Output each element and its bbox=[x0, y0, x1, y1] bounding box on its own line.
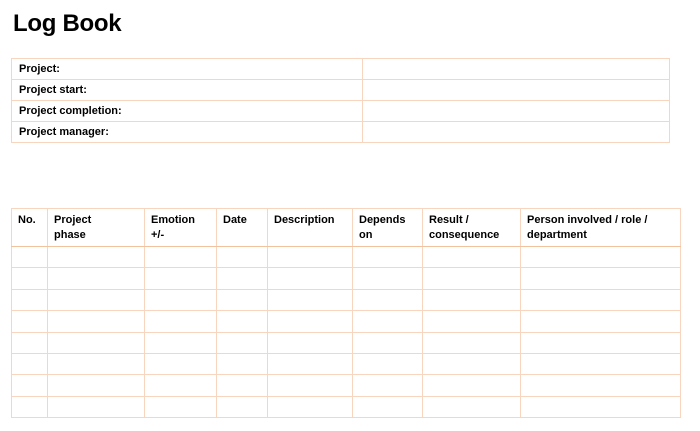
log-cell[interactable] bbox=[48, 375, 145, 396]
info-value-cell[interactable] bbox=[363, 122, 670, 143]
log-cell[interactable] bbox=[268, 375, 353, 396]
page-title: Log Book bbox=[13, 10, 122, 37]
info-value-cell[interactable] bbox=[363, 59, 670, 80]
log-cell[interactable] bbox=[48, 268, 145, 289]
log-cell[interactable] bbox=[521, 268, 681, 289]
info-label: Project: bbox=[12, 59, 363, 80]
info-value-cell[interactable] bbox=[363, 101, 670, 122]
log-cell[interactable] bbox=[12, 332, 48, 353]
log-cell[interactable] bbox=[12, 353, 48, 374]
column-header-4: Description bbox=[268, 209, 353, 247]
log-entries-table bbox=[11, 208, 681, 418]
log-cell[interactable] bbox=[423, 247, 521, 268]
log-cell[interactable] bbox=[217, 375, 268, 396]
log-cell[interactable] bbox=[48, 289, 145, 310]
log-cell[interactable] bbox=[145, 396, 217, 417]
log-cell[interactable] bbox=[521, 332, 681, 353]
log-cell[interactable] bbox=[217, 311, 268, 332]
log-row-2 bbox=[12, 289, 681, 310]
column-header-6: Result / consequence bbox=[423, 209, 521, 247]
log-row-7 bbox=[12, 396, 681, 417]
log-cell[interactable] bbox=[145, 375, 217, 396]
log-cell[interactable] bbox=[353, 332, 423, 353]
log-cell[interactable] bbox=[353, 375, 423, 396]
column-header-0: No. bbox=[12, 209, 48, 247]
log-cell[interactable] bbox=[217, 332, 268, 353]
column-header-3: Date bbox=[217, 209, 268, 247]
log-cell[interactable] bbox=[268, 311, 353, 332]
log-cell[interactable] bbox=[423, 268, 521, 289]
log-cell[interactable] bbox=[268, 247, 353, 268]
log-cell[interactable] bbox=[12, 289, 48, 310]
log-cell[interactable] bbox=[145, 268, 217, 289]
log-cell[interactable] bbox=[48, 247, 145, 268]
log-table-body bbox=[12, 247, 681, 418]
log-row-3 bbox=[12, 311, 681, 332]
log-table-header bbox=[12, 209, 681, 247]
project-info-table bbox=[11, 58, 670, 143]
log-cell[interactable] bbox=[145, 353, 217, 374]
info-label: Project completion: bbox=[12, 101, 363, 122]
log-cell[interactable] bbox=[217, 247, 268, 268]
log-cell[interactable] bbox=[12, 396, 48, 417]
log-cell[interactable] bbox=[145, 247, 217, 268]
log-cell[interactable] bbox=[423, 311, 521, 332]
info-label: Project start: bbox=[12, 80, 363, 101]
info-value-cell[interactable] bbox=[363, 80, 670, 101]
info-row-0 bbox=[12, 59, 670, 80]
log-cell[interactable] bbox=[268, 332, 353, 353]
log-cell[interactable] bbox=[12, 311, 48, 332]
log-cell[interactable] bbox=[423, 396, 521, 417]
log-cell[interactable] bbox=[12, 375, 48, 396]
log-header-row bbox=[12, 209, 681, 247]
log-cell[interactable] bbox=[217, 289, 268, 310]
info-row-3 bbox=[12, 122, 670, 143]
column-header-2: Emotion +/- bbox=[145, 209, 217, 247]
info-label: Project manager: bbox=[12, 122, 363, 143]
column-header-5: Depends on bbox=[353, 209, 423, 247]
log-cell[interactable] bbox=[521, 311, 681, 332]
log-cell[interactable] bbox=[145, 289, 217, 310]
log-cell[interactable] bbox=[353, 396, 423, 417]
log-cell[interactable] bbox=[145, 311, 217, 332]
log-row-6 bbox=[12, 375, 681, 396]
log-cell[interactable] bbox=[353, 247, 423, 268]
log-cell[interactable] bbox=[423, 353, 521, 374]
log-cell[interactable] bbox=[48, 353, 145, 374]
log-cell[interactable] bbox=[521, 289, 681, 310]
log-cell[interactable] bbox=[353, 311, 423, 332]
log-row-0 bbox=[12, 247, 681, 268]
log-cell[interactable] bbox=[48, 396, 145, 417]
log-cell[interactable] bbox=[423, 289, 521, 310]
log-cell[interactable] bbox=[48, 332, 145, 353]
project-info-body bbox=[12, 59, 670, 143]
log-cell[interactable] bbox=[521, 353, 681, 374]
info-row-2 bbox=[12, 101, 670, 122]
log-cell[interactable] bbox=[521, 247, 681, 268]
info-row-1 bbox=[12, 80, 670, 101]
log-cell[interactable] bbox=[48, 311, 145, 332]
log-cell[interactable] bbox=[268, 353, 353, 374]
log-row-5 bbox=[12, 353, 681, 374]
log-cell[interactable] bbox=[145, 332, 217, 353]
log-cell[interactable] bbox=[521, 375, 681, 396]
column-header-7: Person involved / role / department bbox=[521, 209, 681, 247]
log-cell[interactable] bbox=[521, 396, 681, 417]
column-header-1: Project phase bbox=[48, 209, 145, 247]
log-cell[interactable] bbox=[353, 268, 423, 289]
log-cell[interactable] bbox=[268, 268, 353, 289]
log-cell[interactable] bbox=[12, 268, 48, 289]
log-cell[interactable] bbox=[217, 396, 268, 417]
log-row-4 bbox=[12, 332, 681, 353]
log-cell[interactable] bbox=[423, 375, 521, 396]
log-cell[interactable] bbox=[217, 268, 268, 289]
log-cell[interactable] bbox=[423, 332, 521, 353]
log-cell[interactable] bbox=[268, 396, 353, 417]
log-cell[interactable] bbox=[268, 289, 353, 310]
log-cell[interactable] bbox=[353, 289, 423, 310]
log-cell[interactable] bbox=[217, 353, 268, 374]
log-cell[interactable] bbox=[12, 247, 48, 268]
log-cell[interactable] bbox=[353, 353, 423, 374]
log-row-1 bbox=[12, 268, 681, 289]
